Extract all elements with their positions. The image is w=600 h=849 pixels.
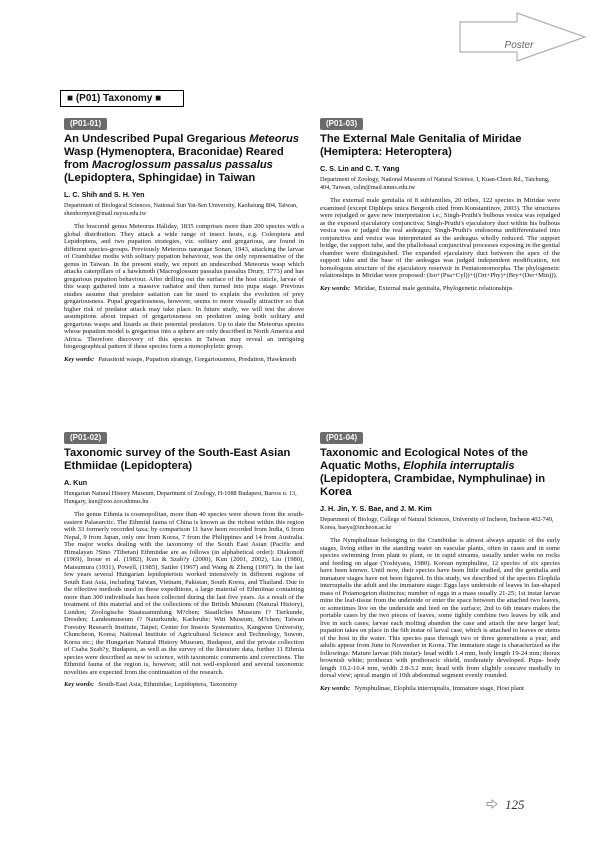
article-title: Taxonomic survey of the South-East Asian Ethmiidae (Lepidoptera) [64, 447, 291, 472]
keywords-label: Key words: [320, 684, 351, 692]
article-keywords [64, 681, 304, 689]
article-abstract: The braconid genus Meteorus Haliday, 1835 comprises more than 200 species with a global distribution. They attack a wide range of insect hosts, e.g. Coleoptera and Lepidoptera, and two pupation strategies, viz. solitary and gregarious, are found in different species-groups. Previously Meteorus narangae Sonan, 1943, attacking the larvae of Crambidae moths with solitary pupation behaviour, was the only representative of the genus in Taiwan. In the present study, we report an undescribed Meteorus wasp which attacks caterpillars of a hawkmoth (Macroglossum passalus passalus Drury, 1773) and has gregarious pupation behaviour. After drilling out the surface of the host cuticle, larvae of this wasp gathered into a massive radiator and then turned into pupa stage. Previous studies assume that predator satiation can be used to explain the evolution of prey gregariousness. Pupal gregariousness, however, seems to more visually attractive so that higher risk of predator attack may take place. In future study, we will test the above assumptions about impact of gregariousness on predation using both solitary and gregarious wasps and lizards as their potential predators. Up to date the Meteorus species whose pupation model is gregarious into a sphere are only described in North America and Africa. Therefore discovery of this species in Taiwan may reveal an intriguing biogeographical pattern if these species form a monophyletic group. [64, 223, 304, 351]
article-affiliation: Department of Biology, College of Natural Sciences, University of Incheon, Incheon 402-749, Korea, baeys@incheon.ac.kr [320, 516, 554, 531]
article-abstract: The external male genitalia of 8 subfamilies, 20 tribes, 122 species in Miridae were examined (except Diphleps unica Bergroth cited from Konstantinov, 2003). The structures were rejudged or gave new interpretation i.e., Singh-Pruthi's bulbous vesica was rejudged as the exposed ejaculatory conjunctiva; Singh-Pruthi's ejaculatory duct within his bulbous vesica was re judged the real aedeagus; Singh-Pruthi's endosoma undifferentiated into conjunctiva and vesica was interpretated as the aedeagus wholly reduced. The support bridge, the support tube, and the phallobasal conjunctival processes exposing in the genital chamber were distinguished. The expanded ejaculatory duct between the apex of the support tube and the base of the aedeagus was judged independent modification, not homologous structure of the ejaculatory reservoir in Pentatomomorpha. The phylogenetic relationships in Miridae were proposed: (Iso+(Psa+Cyl))+((Ort+Phy)+(Bry+(Der+Min))). [320, 197, 560, 280]
keywords-text: Nymphulinae, Elophila interruptalis, Immature stage, Host plant [354, 684, 524, 692]
article-tag: (P01-02) [64, 432, 107, 444]
article-affiliation: Department of Zoology, National Museum of Natural Science, I, Kuan-Chien Rd., Taichung, 404, Taiwan, cslin@mail.nmns.edu.tw [320, 176, 550, 191]
article-affiliation: Department of Biological Sciences, National Sun Yat-Sen University, Kaohsiung 804, Taiwan, shenhornyen@mail.nsysu.edu.tw [64, 202, 298, 217]
article-tag: (P01-01) [64, 118, 107, 130]
poster-tab [459, 12, 587, 62]
keywords-label: Key words: [64, 681, 95, 689]
keywords-text: South-East Asia, Ethmiidae, Lepidoptera, Taxonomy [98, 681, 238, 689]
keywords-text: Parasitoid wasps, Pupation strategy, Gregariousness, Predation, Hawkmoth [98, 355, 297, 363]
page-number: 125 [505, 797, 525, 812]
article-tag: (P01-04) [320, 432, 363, 444]
article-affiliation: Hungarian Natural History Museum, Department of Zoology, H-1088 Budapest, Baross u. 13, Hungary, kun@zoo.zoo.nhmus.hu [64, 490, 297, 505]
article-p01-03 [320, 113, 560, 293]
keywords-label: Key words: [320, 284, 351, 292]
article-abstract: The Nymphulinae belonging to the Crambidae is almost always aquatic of the early stages, living either in the standing water on vascular plants, often in cases and in some species swimming from plant to plant, or in rapid streams, usually under webs on rocks and feeding on algae (Yoshiyasu, 1980). Korean nymphuline, 12 species of six species have been known. Until now, their species have been little studied, and the genitalia and immature stages have not been figured. In this study, we described of the species Elophila interruptalis the adult and the immature stage: Eggs lays underside of leaves in fan-shaped mass of Potamogeton distinctus; number of eggs in a mass usually 21-25; 1st instar larvae mine the leaf-tissue from the underside or enter the space between the attached two leaves, or sometimes live on the underside and feed on the surface; 2nd to 6th instars makes the portable cases by the two pieces of leaves, some tightly combine two leaves by silk and live in such cases; larvae each molting abandon the case and attach the new larger leaf; pupation takes on place in the 6th instar of larval case, which is attached to leaves or stems of the host in the water. This species pass through two or three generations a year, and adults appear from June to November in Korea. The immature stage is characterized as the followings: Mature larvae (6th instar)- head width 1.4 mm, body length 19-24 mm; thorax brownish white; prothorax with prothoracic shield, moderately developed. Pupa- body length 10.2-10.4 mm, width 2.8-3.2 mm; head with from slightly concave medially in dorsal view; apical margin of 10th abdominal segment evenly rounded. [320, 537, 560, 680]
article-keywords [64, 356, 304, 364]
keywords-text: Miridae, External male genitalia, Phylogenetic relationships [354, 284, 513, 292]
article-title: The External Male Genitalia of Miridae (Hemiptera: Heteroptera) [320, 133, 522, 158]
article-title: Taxonomic and Ecological Notes of the Aquatic Moths, Elophila interruptalis (Lepidoptera, Crambidae, Nymphulinae) in Korea [320, 447, 546, 498]
article-authors: C. S. Lin and C. T. Yang [320, 164, 400, 173]
arrow-right-icon [486, 799, 498, 809]
poster-label: Poster [504, 40, 534, 51]
article-tag: (P01-03) [320, 118, 363, 130]
article-p01-02 [64, 427, 304, 689]
article-authors: J. H. Jin, Y. S. Bae, and J. M. Kim [320, 504, 432, 513]
keywords-label: Key words: [64, 355, 95, 363]
article-keywords [320, 685, 560, 693]
article-authors: L. C. Shih and S. H. Yen [64, 190, 145, 199]
article-p01-01 [64, 113, 304, 364]
article-p01-04 [320, 427, 560, 693]
article-abstract: The genus Ethmia is cosmopolitan, more than 40 species were shown from the south-eastern Palaearctic. The Ethmiid fauna of China is known as the richest within this region with 33 formerly recorded taxa; by comparison 11 have been recorded from India, 6 from Nepal, 9 from Japan, only one from Korea, 7 from the Philippines and 14 from Australia. The major works dealing with the taxonomy of the South East Asian (Pacific and Himalayan ?Sino ?Tibetan) Ethmiidae are as follows (in alphabetical order): Diakonoff (1969), Inoue et al. (1982), Kun & Szab?y (2000), Kun (2001, 2002), Liu (1980), Matsumura (1931), Powell, (1985), Sattler (1967) and Wang & Zheng (1997). In the last few years several Hungarian lepidopterists worked intensively in different regions of South East Asia, including Taiwan, Vietnam, Pakistan, South Korea, and Thailand. Due to the effective methods used in these expeditions, a large material of Ethmiinae containing more than 300 individuals has been collected during the last five years. As a result of the treatment of this material and of the collections of the British Museum (Natural History), London; Zoologische Staatssammlung M?chen; Staatliches Museum f? Tierkunde, Dresden; Landesmuseum f? Naturkunde, Karlsruhe; Witt Museum, M?chen; Taiwan Forestry Research Institute, Taipei; Center for Insects Systematics, Kangwon University, Chuncheon, Korea; National Institute of Agricultural Science and Technology, Suwon, Korea etc.; the Hungarian Natural History Museum, Budapest, and the private collection of Csaba Szab?y, Budapest, as well as the survey of the literature data, further 11 Ethmia species were described as new to science, with taxonomic comments and corrections. The Ethmiid fauna of the region is, however, still not well-explored and several taxonomic novelties are expected from the continuation of the research. [64, 511, 304, 676]
article-title: An Undescribed Pupal Gregarious Meteorus Wasp (Hymenoptera, Braconidae) Reared from Macroglossum passalus passalus (Lepidoptera, Sphingidae) in Taiwan [64, 133, 299, 184]
section-heading: ■ (P01) Taxonomy ■ [60, 90, 184, 107]
article-authors: A. Kun [64, 478, 88, 487]
article-keywords [320, 285, 560, 293]
poster-arrow-shape [459, 12, 587, 62]
